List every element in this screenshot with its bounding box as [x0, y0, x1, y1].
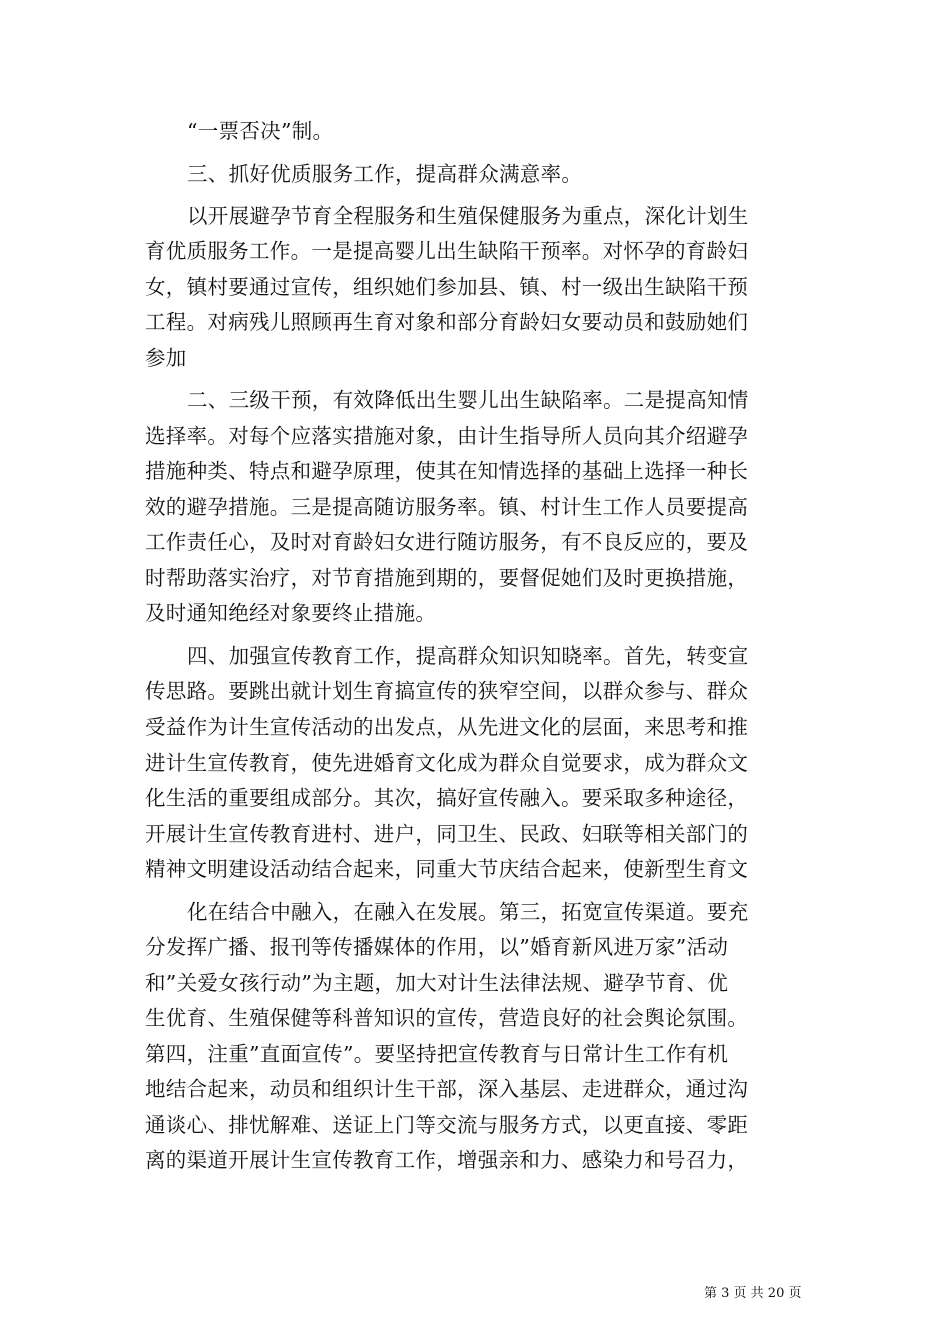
text-line: 进计生宣传教育，使先进婚育文化成为群众自觉要求，成为群众文 [145, 751, 749, 775]
text-line: 开展计生宣传教育进村、进户，同卫生、民政、妇联等相关部门的 [145, 822, 749, 846]
text-line: 传思路。要跳出就计划生育搞宣传的狭窄空间，以群众参与、群众 [145, 679, 749, 703]
text-line: 时帮助落实治疗，对节育措施到期的，要督促她们及时更换措施， [145, 566, 749, 590]
text-line: 二、三级干预，有效降低出生婴儿出生缺陷率。二是提高知情 [187, 388, 749, 412]
text-line: 以开展避孕节育全程服务和生殖保健服务为重点，深化计划生 [187, 204, 749, 228]
text-line: 工作责任心，及时对育龄妇女进行随访服务，有不良反应的，要及 [145, 530, 749, 554]
text-line: 工程。对病残儿照顾再生育对象和部分育龄妇女要动员和鼓励她们 [145, 310, 749, 334]
text-line: 精神文明建设活动结合起来，同重大节庆结合起来，使新型生育文 [145, 857, 749, 881]
text-line: “一票否决”制。 [187, 119, 334, 143]
text-line: 地结合起来，动员和组织计生干部，深入基层、走进群众，通过沟 [145, 1077, 749, 1101]
page-number: 第 3 页 共 20 页 [704, 1286, 802, 1301]
text-line: 选择率。对每个应落实措施对象，由计生指导所人员向其介绍避孕 [145, 424, 749, 448]
text-line: 效的避孕措施。三是提高随访服务率。镇、村计生工作人员要提高 [145, 495, 749, 519]
text-line: 化在结合中融入，在融入在发展。第三，拓宽宣传渠道。要充 [187, 900, 749, 924]
section-heading: 三、抓好优质服务工作，提高群众满意率。 [187, 162, 583, 186]
text-line: 参加 [145, 346, 187, 370]
text-line: 离的渠道开展计生宣传教育工作，增强亲和力、感染力和号召力， [145, 1148, 749, 1172]
section-heading: 四、加强宣传教育工作，提高群众知识知晓率。首先，转变宣 [187, 644, 749, 668]
text-line: 及时通知绝经对象要终止措施。 [145, 601, 437, 625]
text-line: 措施种类、特点和避孕原理，使其在知情选择的基础上选择一种长 [145, 459, 749, 483]
text-line: 分发挥广播、报刊等传播媒体的作用，以”婚育新风进万家”活动 [145, 935, 729, 959]
text-line: 受益作为计生宣传活动的出发点，从先进文化的层面，来思考和推 [145, 715, 749, 739]
text-line: 女，镇村要通过宣传，组织她们参加县、镇、村一级出生缺陷干预 [145, 275, 749, 299]
text-line: 和”关爱女孩行动”为主题，加大对计生法律法规、避孕节育、优 [145, 971, 729, 995]
text-line: 通谈心、排忧解难、送证上门等交流与服务方式，以更直接、零距 [145, 1113, 749, 1137]
text-line: 生优育、生殖保健等科普知识的宣传，营造良好的社会舆论氛围。 [145, 1006, 749, 1030]
text-line: 化生活的重要组成部分。其次，搞好宣传融入。要采取多种途径， [145, 786, 749, 810]
text-line: 育优质服务工作。一是提高婴儿出生缺陷干预率。对怀孕的育龄妇 [145, 239, 749, 263]
text-line: 第四，注重”直面宣传”。要坚持把宣传教育与日常计生工作有机 [145, 1042, 729, 1066]
